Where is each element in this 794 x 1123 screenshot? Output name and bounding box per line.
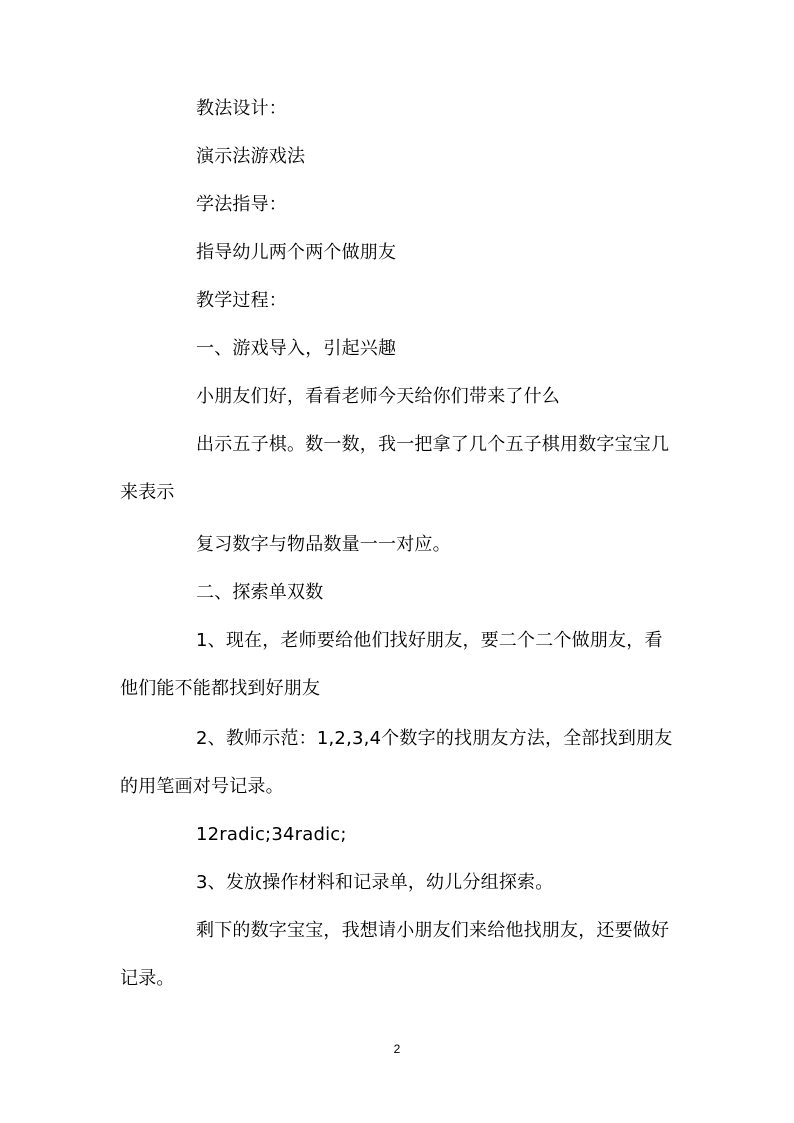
paragraph: 教学过程： [196,290,287,311]
paragraph: 一、游戏导入，引起兴趣 [196,338,397,359]
paragraph: 2、教师示范：1,2,3,4个数字的找朋友方法，全部找到朋友的用笔画对号记录。 [120,728,673,797]
paragraph: 教法设计： [196,98,287,119]
paragraph: 出示五子棋。数一数，我一把拿了几个五子棋用数字宝宝几来表示 [120,434,670,503]
paragraph: 3、发放操作材料和记录单，幼儿分组探索。 [196,872,554,893]
paragraph: 剩下的数字宝宝，我想请小朋友们来给他找朋友，还要做好记录。 [120,920,670,989]
page-number: 2 [393,1042,401,1056]
paragraph: 小朋友们好，看看老师今天给你们带来了什么 [196,386,560,407]
paragraph: 复习数字与物品数量一一对应。 [196,534,451,555]
paragraph: 学法指导： [196,194,287,215]
paragraph: 12radic;34radic; [196,824,347,845]
paragraph: 二、探索单双数 [196,582,324,603]
paragraph: 1、现在，老师要给他们找好朋友，要二个二个做朋友，看他们能不能都找到好朋友 [120,630,663,699]
paragraph: 指导幼儿两个两个做朋友 [196,242,397,263]
paragraph: 演示法游戏法 [196,146,306,167]
